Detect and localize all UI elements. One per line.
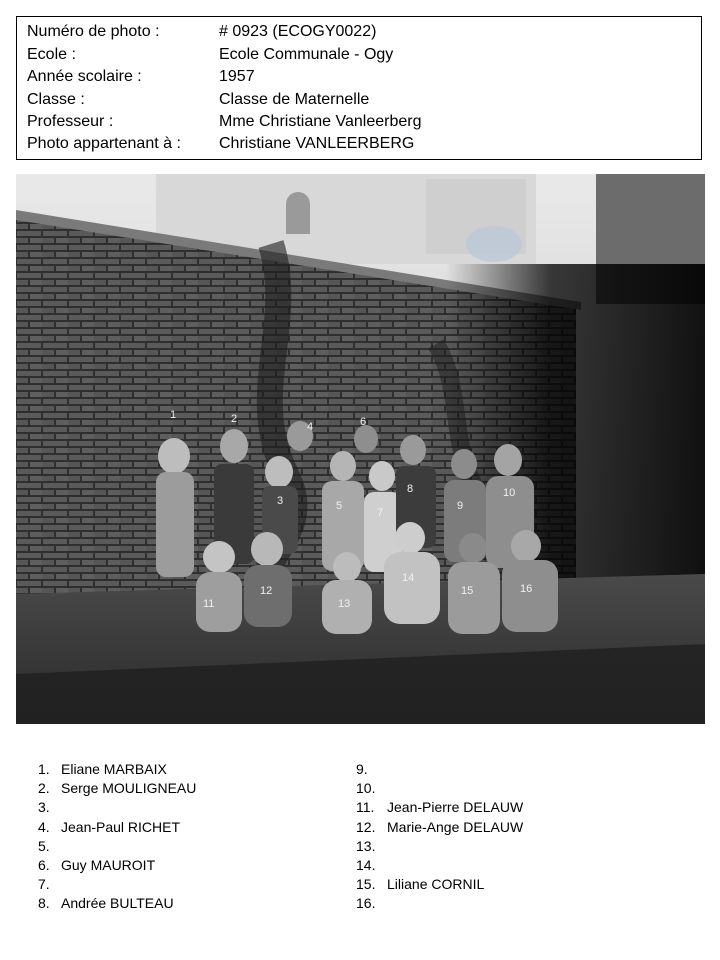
student-name: Jean-Paul RICHET xyxy=(61,818,181,835)
list-number: 5. xyxy=(38,837,50,854)
list-number: 2. xyxy=(38,780,50,797)
student-name: Marie-Ange DELAUW xyxy=(387,818,524,835)
list-number: 6. xyxy=(38,856,50,873)
list-number: 10. xyxy=(356,780,376,797)
photo-label-4: 4 xyxy=(307,421,314,433)
info-label: Ecole : xyxy=(27,46,76,63)
student-name: Serge MOULIGNEAU xyxy=(61,780,197,797)
info-label: Année scolaire : xyxy=(27,68,142,85)
photo-label-15: 15 xyxy=(461,585,474,597)
info-value: Mme Christiane Vanleerberg xyxy=(219,113,422,130)
photo-label-7: 7 xyxy=(377,507,384,519)
list-number: 3. xyxy=(38,799,50,816)
list-number: 9. xyxy=(356,761,368,777)
info-value: Ecole Communale - Ogy xyxy=(219,46,394,63)
info-value: Classe de Maternelle xyxy=(219,91,370,108)
photo-label-14: 14 xyxy=(402,572,415,584)
student-name: Jean-Pierre DELAUW xyxy=(387,799,524,816)
photo-label-9: 9 xyxy=(457,500,464,512)
info-label: Professeur : xyxy=(27,113,114,130)
student-name: Eliane MARBAIX xyxy=(61,761,167,777)
list-number: 16. xyxy=(356,895,376,912)
photo-info-box xyxy=(16,16,702,160)
photo-label-16: 16 xyxy=(520,583,533,595)
list-number: 4. xyxy=(38,818,50,835)
info-value: 1957 xyxy=(219,68,255,85)
list-number: 7. xyxy=(38,876,50,893)
info-label: Photo appartenant à : xyxy=(27,135,181,152)
class-photo xyxy=(16,174,705,724)
student-name: Guy MAUROIT xyxy=(61,856,156,873)
info-value: Christiane VANLEERBERG xyxy=(219,135,415,152)
info-label: Classe : xyxy=(27,91,85,108)
photo-label-5: 5 xyxy=(336,500,343,512)
photo-label-2: 2 xyxy=(231,413,238,425)
info-label: Numéro de photo : xyxy=(27,23,160,40)
list-number: 12. xyxy=(356,818,376,835)
photo-label-11: 11 xyxy=(203,598,215,610)
student-name: Andrée BULTEAU xyxy=(61,895,174,912)
photo-label-3: 3 xyxy=(277,495,284,507)
photo-label-6: 6 xyxy=(360,416,367,428)
list-number: 1. xyxy=(38,761,50,777)
photo-label-1: 1 xyxy=(170,409,177,421)
list-number: 14. xyxy=(356,856,376,873)
list-number: 13. xyxy=(356,837,376,854)
info-value: # 0923 (ECOGY0022) xyxy=(219,23,377,40)
list-number: 11. xyxy=(356,799,375,816)
list-number: 15. xyxy=(356,876,376,893)
photo-label-13: 13 xyxy=(338,598,351,610)
photo-label-12: 12 xyxy=(260,585,273,597)
list-number: 8. xyxy=(38,895,50,912)
photo-label-8: 8 xyxy=(407,483,414,495)
photo-label-10: 10 xyxy=(503,487,516,499)
student-name: Liliane CORNIL xyxy=(387,876,485,893)
